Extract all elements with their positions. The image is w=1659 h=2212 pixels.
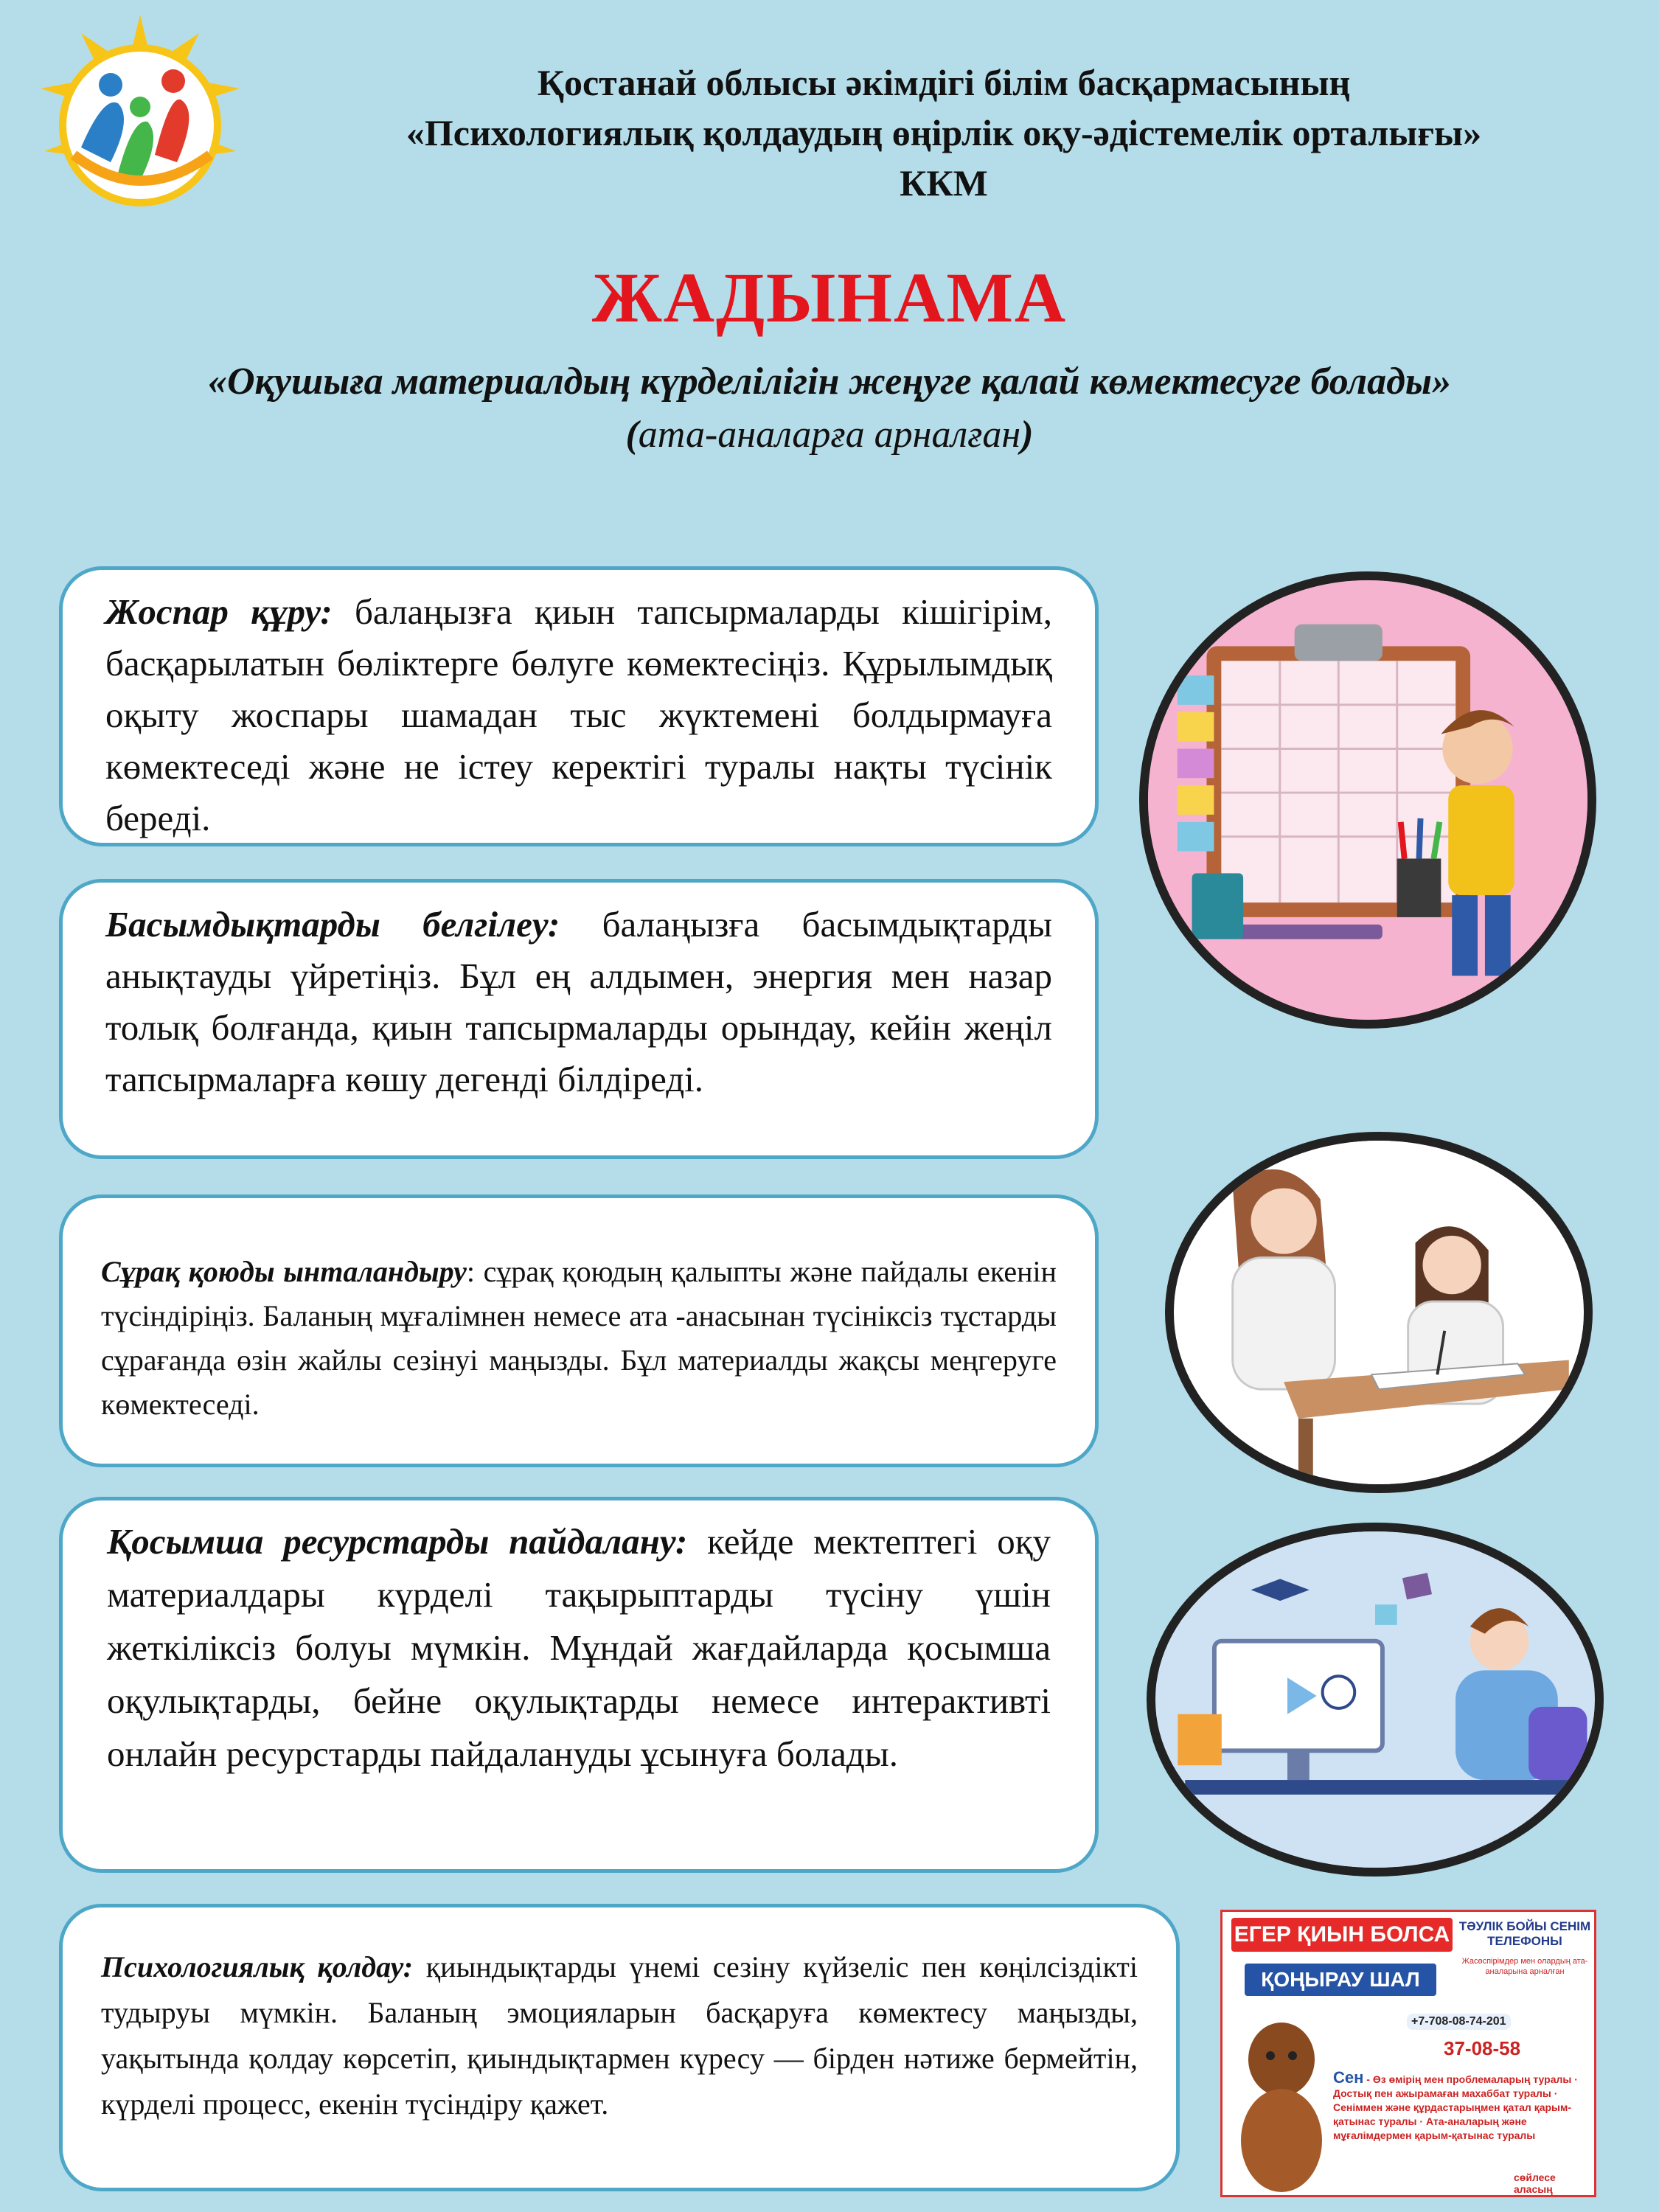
header-line-3: ККМ [900, 162, 988, 204]
helpline-poster [1220, 1910, 1596, 2197]
planning-board-illustration [1139, 571, 1596, 1029]
page-title: ЖАДЫНАМА [591, 258, 1068, 337]
tip-card-questions [59, 1194, 1099, 1467]
poster-topics [1333, 2070, 1591, 2143]
poster-sen-text: - Өз өмірің мен проблемаларың туралы · Достық пен ажырамаған махаббат туралы · Сеніммен және құрдастарыңмен қатал қарым-қатынас туралы · Ата-аналарың және мұғалімдермен қарым-қатынас туралы [1333, 2073, 1578, 2141]
audience-close: ) [1020, 414, 1034, 456]
tip-card-support [59, 1904, 1180, 2191]
organization-header [280, 58, 1607, 208]
tip-text: : сұрақ қоюдың қалыпты және пайдалы екенін түсіндіріңіз. Баланың мұғалімнен немесе ата -анасынан түсініксіз тұстарды сұрағанда өзін жайлы сезінуі маңызды. Бұл материалды жақсы меңгеруге көмектеседі. [101, 1255, 1057, 1421]
poster-footer: сөйлесе аласың [1514, 2171, 1556, 2195]
tip-heading: Психологиялық қолдау: [101, 1950, 414, 1983]
audience-note [0, 413, 1659, 456]
tip-text: қиындықтарды үнемі сезіну күйзеліс пен көңілсіздікті тудыруы мүмкін. Баланың эмоцияларын басқаруға көмектесу маңызды, уақытында қолдау көрсетіп, қиындықтармен күресу — бірден нәтиже бермейтін, күрделі процесс, екенін түсіндіру қажет. [101, 1950, 1138, 2121]
tip-text: балаңызға басымдықтарды анықтауды үйретіңіз. Бұл ең алдымен, энергия мен назар толық болғанда, қиын тапсырмаларды орындау, кейін жеңіл тапсырмаларға көшу дегенді білдіреді. [105, 904, 1052, 1099]
poster-phone-mobile: +7-708-08-74-201 [1407, 2014, 1511, 2030]
organization-logo [29, 7, 251, 229]
audience-open: ( [625, 414, 639, 456]
poster-title: ЕГЕР ҚИЫН БОЛСА [1231, 1918, 1453, 1952]
tip-heading: Қосымша ресурстарды пайдалану: [107, 1521, 688, 1562]
poster-phone-landline: 37-08-58 [1444, 2037, 1521, 2059]
online-learning-illustration [1147, 1523, 1604, 1877]
dog-icon [1230, 2000, 1333, 2192]
tip-heading: Жоспар құру: [105, 591, 333, 632]
poster-sen: Сен [1333, 2068, 1364, 2087]
teacher-student-illustration [1165, 1132, 1593, 1493]
tip-card-resources [59, 1497, 1099, 1873]
poster-call: ҚОҢЫРАУ ШАЛ [1245, 1964, 1436, 1996]
page-subtitle: «Оқушыға материалдың күрделілігін жеңуге қалай көмектесуге болады» [207, 361, 1451, 403]
header-line-2: «Психологиялық қолдаудың өңірлік оқу-әдістемелік орталығы» [406, 112, 1482, 153]
poster-side-note: Жасөспірімдер мен олардың ата-аналарына арналған [1461, 1957, 1588, 1976]
tip-text: кейде мектептегі оқу материалдары күрделі тақырыптарды түсіну үшін жеткіліксіз болуы мүмкін. Мұндай жағдайларда қосымша оқулықтарды, бейне оқулықтарды немесе интерактивті онлайн ресурстарды пайдалануды ұсынуға болады. [107, 1521, 1051, 1774]
tip-text: балаңызға қиын тапсырмаларды кішігірім, басқарылатын бөліктерге бөлуге көмектесіңіз. Құрылымдық оқыту жоспары шамадан тыс жүктемені болдырмауға көмектеседі және не істеу керектігі туралы нақты түсінік береді. [105, 591, 1052, 838]
audience-text: ата-аналарға арналған [638, 414, 1021, 456]
tip-heading: Басымдықтарды белгілеу: [105, 904, 560, 945]
tip-card-priorities [59, 879, 1099, 1159]
tip-heading: Сұрақ қоюды ынталандыру [101, 1255, 467, 1288]
poster-side-heading: ТӘУЛІК БОЙЫ СЕНІМ ТЕЛЕФОНЫ [1458, 1919, 1591, 1948]
header-line-1: Қостанай облысы әкімдігі білім басқармасының [537, 62, 1351, 103]
tip-card-plan [59, 566, 1099, 846]
